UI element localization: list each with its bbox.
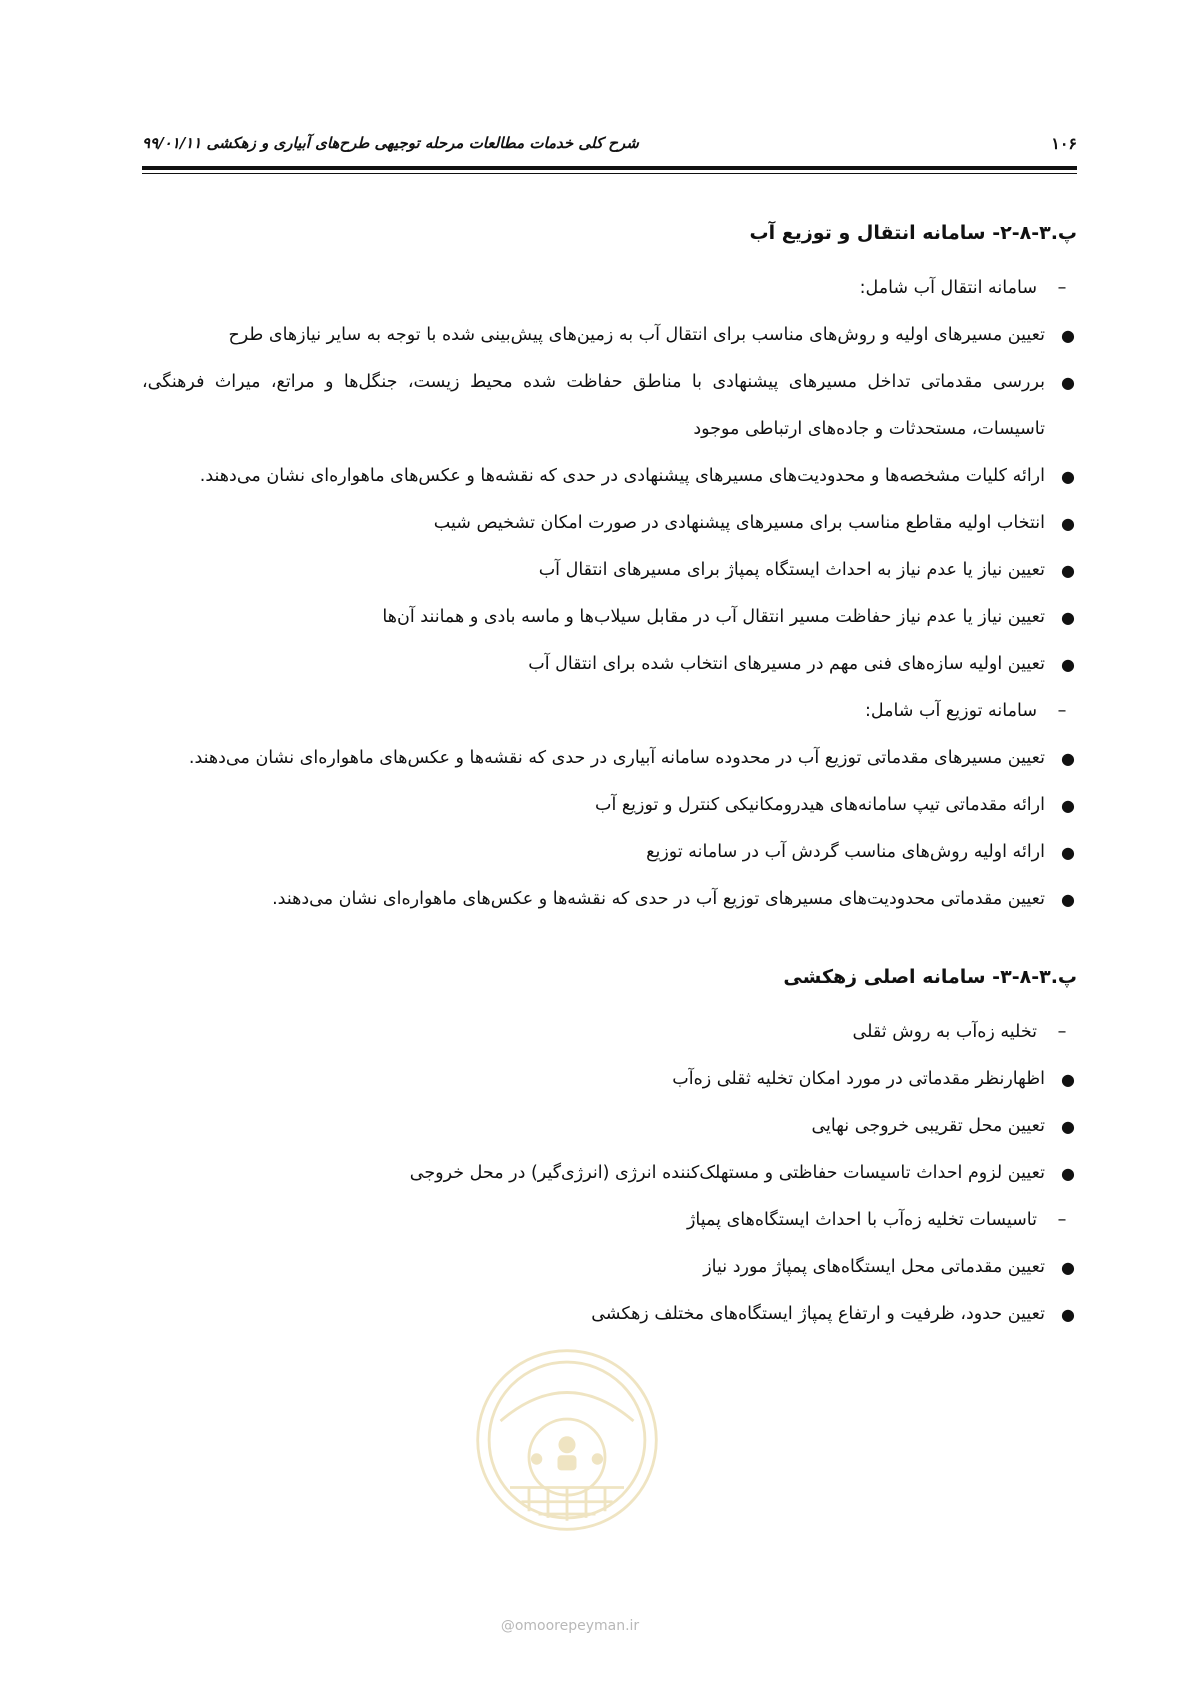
section-heading: پ.۳-۸-۲- سامانه انتقال و توزیع آب xyxy=(749,222,1077,244)
bullet-icon: ● xyxy=(1061,1117,1075,1136)
page-number: ۱۰۶ xyxy=(1051,134,1077,153)
sublist-label xyxy=(142,265,1077,312)
list-item xyxy=(142,312,1077,359)
list-item xyxy=(142,1103,1077,1150)
list-item xyxy=(142,1244,1077,1291)
bullet-icon: ● xyxy=(1061,843,1075,862)
list-item-text: تعیین نیاز یا عدم نیاز حفاظت مسیر انتقال آب در مقابل سیلاب‌ها و ماسه بادی و همانند آن‌ها xyxy=(382,607,1045,627)
watermark-stamp-logo xyxy=(472,1345,662,1535)
bullet-list xyxy=(142,1056,1077,1197)
sublist-label-text: تخلیه زه‌آب به روش ثقلی xyxy=(852,1022,1037,1042)
bullet-icon: ● xyxy=(1061,514,1075,533)
list-item-text: تعیین مقدماتی محل ایستگاه‌های پمپاژ مورد نیاز xyxy=(703,1257,1045,1277)
header-rule-thin xyxy=(142,173,1077,174)
section-heading: پ.۳-۸-۳- سامانه اصلی زهکشی xyxy=(783,966,1077,988)
list-item-text: بررسی مقدماتی تداخل مسیرهای پیشنهادی با مناطق حفاظت شده محیط زیست، جنگل‌ها و مراتع، میراث فرهنگی، تاسیسات، مستحدثات و جاده‌های ارتباطی موجود xyxy=(142,372,1045,439)
list-item xyxy=(142,359,1077,453)
bullet-icon: ● xyxy=(1061,326,1075,345)
list-item xyxy=(142,594,1077,641)
bullet-icon: ● xyxy=(1061,1070,1075,1089)
list-item xyxy=(142,500,1077,547)
bullet-list xyxy=(142,1244,1077,1338)
sublist-label-text: تاسیسات تخلیه زه‌آب با احداث ایستگاه‌های پمپاژ xyxy=(686,1210,1037,1230)
list-item xyxy=(142,829,1077,876)
list-item-text: تعیین حدود، ظرفیت و ارتفاع پمپاژ ایستگاه‌های مختلف زهکشی xyxy=(591,1304,1045,1324)
dash-marker: – xyxy=(1057,278,1067,298)
running-title: شرح کلی خدمات مطالعات مرحله توجیهی طرح‌های آبیاری و زهکشی ۹۹/۰۱/۱۱ xyxy=(142,134,639,152)
bullet-icon: ● xyxy=(1061,796,1075,815)
list-item xyxy=(142,1291,1077,1338)
list-item xyxy=(142,547,1077,594)
list-item xyxy=(142,735,1077,782)
bullet-list xyxy=(142,312,1077,688)
dash-marker: – xyxy=(1057,1210,1067,1230)
list-item-text: تعیین مسیرهای اولیه و روش‌های مناسب برای انتقال آب به زمین‌های پیش‌بینی شده با توجه به سایر نیازهای طرح xyxy=(228,325,1045,345)
watermark-website: @omoorepeyman.ir xyxy=(500,1618,640,1634)
sublist-label xyxy=(142,688,1077,735)
list-item xyxy=(142,1056,1077,1103)
sublist-label xyxy=(142,1009,1077,1056)
sublist-label xyxy=(142,1197,1077,1244)
list-item-text: ارائه کلیات مشخصه‌ها و محدودیت‌های مسیرهای پیشنهادی در حدی که نقشه‌ها و عکس‌های ماهواره‌ای نشان می‌دهند. xyxy=(199,466,1045,486)
list-item-text: ارائه مقدماتی تیپ سامانه‌های هیدرومکانیکی کنترل و توزیع آب xyxy=(594,795,1045,815)
dash-marker: – xyxy=(1057,1022,1067,1042)
list-item-text: تعیین مقدماتی محدودیت‌های مسیرهای توزیع آب در حدی که نقشه‌ها و عکس‌های ماهواره‌ای نشان می‌دهند. xyxy=(272,889,1045,909)
list-item-text: تعیین مسیرهای مقدماتی توزیع آب در محدوده سامانه آبیاری در حدی که نقشه‌ها و عکس‌های ماهواره‌ای نشان می‌دهند. xyxy=(188,748,1045,768)
sublist-label-text: سامانه انتقال آب شامل: xyxy=(859,278,1037,298)
list-item xyxy=(142,782,1077,829)
page-header xyxy=(142,128,1077,168)
bullet-icon: ● xyxy=(1061,1305,1075,1324)
bullet-icon: ● xyxy=(1061,655,1075,674)
bullet-icon: ● xyxy=(1061,749,1075,768)
bullet-icon: ● xyxy=(1061,561,1075,580)
bullet-icon: ● xyxy=(1061,1258,1075,1277)
bullet-icon: ● xyxy=(1061,890,1075,909)
list-item-text: تعیین نیاز یا عدم نیاز به احداث ایستگاه پمپاژ برای مسیرهای انتقال آب xyxy=(538,560,1045,580)
bullet-icon: ● xyxy=(1061,1164,1075,1183)
list-item-text: تعیین محل تقریبی خروجی نهایی xyxy=(811,1116,1045,1136)
header-rule-thick xyxy=(142,166,1077,170)
list-item xyxy=(142,453,1077,500)
list-item-text: اظهارنظر مقدماتی در مورد امکان تخلیه ثقلی زه‌آب xyxy=(672,1069,1045,1089)
bullet-icon: ● xyxy=(1061,373,1075,392)
list-item xyxy=(142,876,1077,923)
sublist-label-text: سامانه توزیع آب شامل: xyxy=(864,701,1037,721)
bullet-icon: ● xyxy=(1061,467,1075,486)
list-item-text: تعیین لزوم احداث تاسیسات حفاظتی و مستهلک‌کننده انرژی (انرژی‌گیر) در محل خروجی xyxy=(409,1163,1045,1183)
dash-marker: – xyxy=(1057,701,1067,721)
list-item-text: تعیین اولیه سازه‌های فنی مهم در مسیرهای انتخاب شده برای انتقال آب xyxy=(528,654,1045,674)
list-item xyxy=(142,641,1077,688)
list-item-text: ارائه اولیه روش‌های مناسب گردش آب در سامانه توزیع xyxy=(646,842,1045,862)
bullet-list xyxy=(142,735,1077,923)
bullet-icon: ● xyxy=(1061,608,1075,627)
list-item xyxy=(142,1150,1077,1197)
list-item-text: انتخاب اولیه مقاطع مناسب برای مسیرهای پیشنهادی در صورت امکان تشخیص شیب xyxy=(433,513,1045,533)
content-body xyxy=(142,215,1077,1338)
